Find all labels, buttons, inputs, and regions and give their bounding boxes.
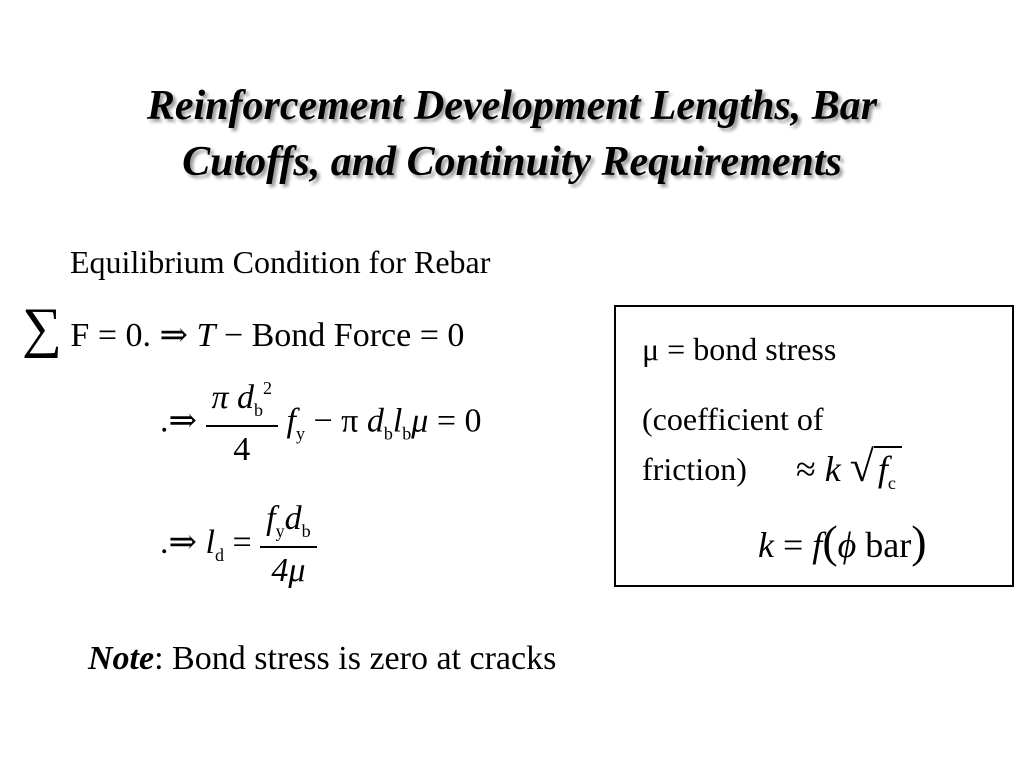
eq1-arrow: ⇒ — [159, 317, 189, 354]
bond-stress-box — [614, 305, 1014, 587]
box-f: f — [877, 449, 888, 489]
eq3-num-f-sub: y — [275, 521, 285, 541]
eq2-num-sub: b — [254, 400, 264, 420]
equation-bond-balance — [160, 378, 482, 469]
eq2-f-sub: y — [296, 423, 305, 444]
eq2-numerator — [206, 378, 279, 427]
approx-symbol: ≈ — [796, 449, 816, 489]
subtitle: Equilibrium Condition for Rebar — [70, 244, 491, 280]
eq3-num-f: f — [266, 500, 276, 537]
note-label: Note — [88, 640, 155, 677]
eq3-eq: = — [232, 523, 252, 561]
title-line-2: Cutoffs, and Continuity Requirements — [182, 139, 842, 185]
eq2-minus-pi: − π — [313, 402, 359, 440]
eq1-rest: − Bond Force = 0 — [223, 317, 465, 354]
eq2-l-sub: b — [402, 423, 412, 444]
eq2-fraction — [206, 378, 279, 469]
slide-title — [0, 78, 1024, 190]
eq3-lead: .⇒ — [160, 523, 197, 561]
eq3-num-d-sub: b — [301, 521, 311, 541]
equation-sum-forces — [22, 297, 465, 359]
sigma-symbol: ∑ — [22, 297, 62, 359]
eq3-fraction — [260, 500, 316, 590]
box-f-sub: c — [887, 473, 896, 493]
kline-open-paren: ( — [822, 516, 838, 567]
box-approx-expression — [796, 441, 902, 494]
eq2-mu: μ — [411, 402, 429, 440]
kline-phi: ϕ — [837, 525, 857, 565]
note-text: : Bond stress is zero at cracks — [154, 640, 557, 677]
eq3-l: l — [205, 523, 215, 561]
box-line-3: friction) — [642, 451, 747, 487]
equation-development-length — [160, 500, 317, 590]
kline-f: f — [812, 525, 823, 565]
eq2-l: l — [392, 402, 403, 440]
eq2-denominator: 4 — [233, 431, 251, 468]
eq2-num-d: d — [237, 379, 255, 416]
eq1-t: T — [196, 317, 216, 354]
eq2-num-pi: π — [211, 379, 229, 416]
sqrt-radicand — [874, 446, 902, 494]
box-line-2: (coefficient of — [642, 401, 824, 437]
kline-bar: bar — [865, 525, 912, 565]
note — [88, 640, 556, 678]
kline-close-paren: ) — [911, 516, 927, 567]
eq2-lead: .⇒ — [160, 402, 197, 440]
kline-eq: = — [782, 525, 804, 565]
eq3-denominator: 4μ — [271, 552, 306, 589]
box-k: k — [824, 449, 841, 489]
eq2-num-sup: 2 — [263, 378, 273, 398]
eq3-l-sub: d — [214, 544, 224, 565]
kline-k: k — [758, 525, 774, 565]
k-function-expression — [758, 515, 927, 568]
eq3-num-d: d — [284, 500, 302, 537]
box-line-1: μ = bond stress — [642, 331, 837, 367]
eq2-f: f — [286, 402, 296, 440]
eq1-lhs: F = 0. — [70, 317, 152, 354]
sqrt-expression — [850, 441, 902, 494]
eq2-d: d — [366, 402, 384, 440]
eq3-numerator — [260, 500, 316, 548]
eq2-d-sub: b — [383, 423, 393, 444]
eq2-tail: = 0 — [436, 402, 482, 440]
sqrt-sign-icon: √ — [849, 442, 874, 491]
title-line-1: Reinforcement Development Lengths, Bar — [146, 83, 878, 129]
